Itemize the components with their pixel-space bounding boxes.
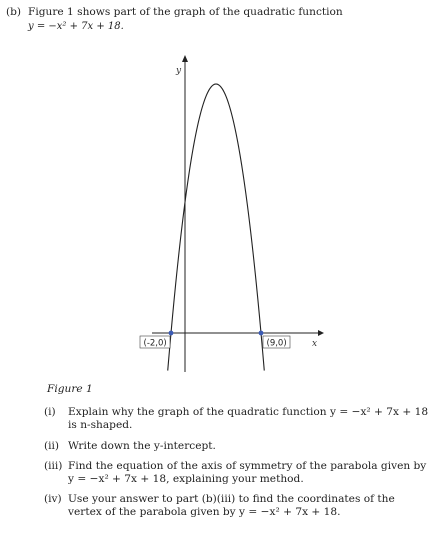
question-number: (i) <box>44 406 56 418</box>
x-axis-arrow <box>318 330 324 336</box>
right-point-label: (9,0) <box>266 338 287 349</box>
question-text: y = −x² + 7x + 18, explaining your method. <box>68 473 304 485</box>
question-number: (ii) <box>44 440 60 452</box>
point-left-root <box>169 331 174 336</box>
x-axis-label: x <box>312 339 318 349</box>
parabola-curve <box>168 84 265 371</box>
y-axis-arrow <box>182 55 188 62</box>
question-text: Find the equation of the axis of symmetry of the parabola given by <box>68 460 427 472</box>
question-text: Write down the y-intercept. <box>68 440 216 452</box>
left-point-label: (-2,0) <box>143 338 167 349</box>
question-number: (iii) <box>44 460 63 472</box>
y-axis-label: y <box>176 66 182 76</box>
question-text: is n-shaped. <box>68 419 133 431</box>
question-text: Explain why the graph of the quadratic function y = −x² + 7x + 18 <box>68 406 429 418</box>
function-equation-text: y = −x² + 7x + 18. <box>28 21 124 32</box>
question-text: Use your answer to part (b)(iii) to find the coordinates of the <box>68 493 395 505</box>
part-label: (b) <box>6 6 22 18</box>
intro-text: Figure 1 shows part of the graph of the quadratic function <box>28 6 343 18</box>
figure-caption: Figure 1 <box>47 383 93 395</box>
point-right-root <box>259 331 264 336</box>
question-number: (iv) <box>44 493 62 505</box>
question-text: vertex of the parabola given by y = −x² + 7x + 18. <box>68 506 341 518</box>
